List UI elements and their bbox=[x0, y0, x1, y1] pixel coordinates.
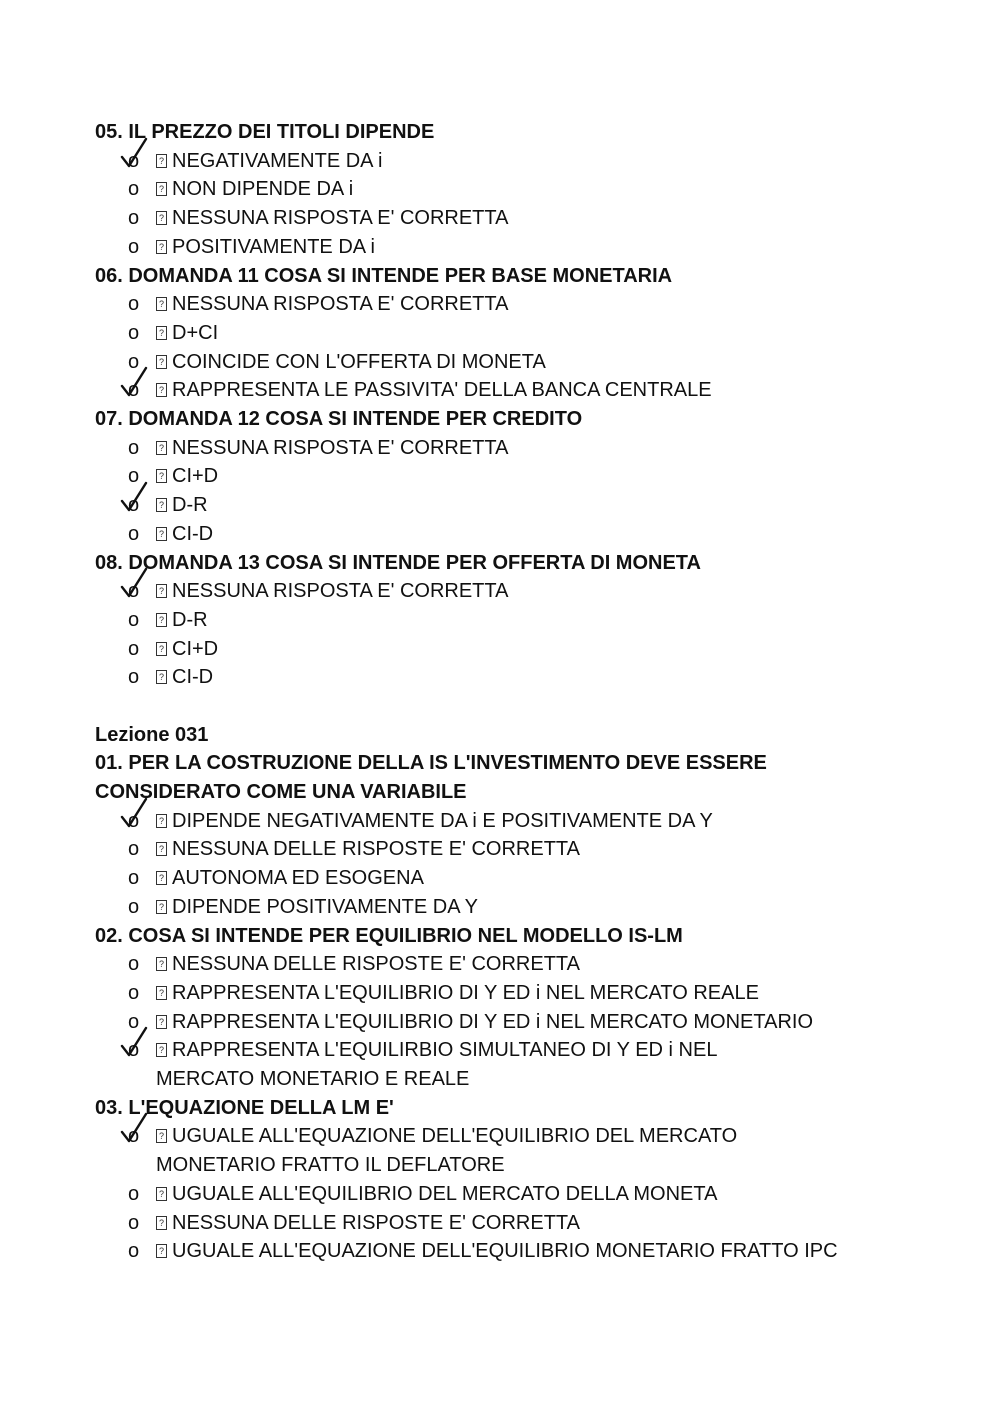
bullet: o bbox=[128, 580, 140, 603]
answer-option bbox=[95, 864, 915, 893]
answer-option bbox=[95, 606, 915, 635]
bullet: o bbox=[128, 809, 140, 832]
checkmark-icon bbox=[119, 1024, 149, 1058]
option-text: D+CI bbox=[172, 321, 219, 344]
missing-glyph-box-icon bbox=[156, 670, 167, 684]
question-heading: 06. DOMANDA 11 COSA SI INTENDE PER BASE MONETARIA bbox=[95, 264, 673, 287]
option-text: COINCIDE CON L'OFFERTA DI MONETA bbox=[172, 350, 546, 373]
question-heading: 07. DOMANDA 12 COSA SI INTENDE PER CREDITO bbox=[95, 408, 583, 430]
missing-glyph-box-icon bbox=[156, 1043, 167, 1057]
bullet: o bbox=[128, 207, 140, 230]
missing-glyph-box-icon bbox=[156, 871, 167, 885]
missing-glyph-box-icon bbox=[156, 957, 167, 971]
answer-option bbox=[95, 233, 915, 262]
missing-glyph-box-icon bbox=[156, 383, 167, 397]
bullet: o bbox=[128, 838, 140, 861]
option-text: NON DIPENDE DA i bbox=[172, 178, 354, 201]
question-heading: 02. COSA SI INTENDE PER EQUILIBRIO NEL MODELLO IS-LM bbox=[95, 924, 683, 947]
option-text: NESSUNA RISPOSTA E' CORRETTA bbox=[172, 207, 509, 230]
checkmark-icon bbox=[119, 795, 149, 829]
checkmark-icon bbox=[119, 1110, 149, 1144]
missing-glyph-box-icon bbox=[156, 154, 167, 168]
answer-option bbox=[95, 491, 915, 520]
bullet: o bbox=[128, 522, 140, 545]
missing-glyph-box-icon bbox=[156, 584, 167, 598]
option-text: UGUALE ALL'EQUAZIONE DELL'EQUILIBRIO DEL MERCATO MONETARIO FRATTO IL DEFLATORE bbox=[156, 1125, 738, 1177]
spacer bbox=[95, 692, 915, 721]
missing-glyph-box-icon bbox=[156, 441, 167, 455]
checkmark-icon bbox=[119, 364, 149, 398]
question-heading: 01. PER LA COSTRUZIONE DELLA IS L'INVESTIMENTO DEVE ESSERE CONSIDERATO COME UNA VARIABILE bbox=[95, 752, 767, 804]
option-text: NESSUNA RISPOSTA E' CORRETTA bbox=[172, 293, 509, 316]
bullet: o bbox=[128, 981, 140, 1004]
question-heading: 05. IL PREZZO DEI TITOLI DIPENDE bbox=[95, 121, 435, 143]
missing-glyph-box-icon bbox=[156, 297, 167, 311]
missing-glyph-box-icon bbox=[156, 1129, 167, 1143]
answer-option bbox=[95, 1008, 915, 1037]
answer-option bbox=[95, 1180, 915, 1209]
bullet: o bbox=[128, 293, 140, 316]
option-text: DIPENDE NEGATIVAMENTE DA i E POSITIVAMENTE DA Y bbox=[172, 809, 713, 832]
missing-glyph-box-icon bbox=[156, 326, 167, 340]
bullet: o bbox=[128, 235, 140, 258]
bullet: o bbox=[128, 867, 140, 890]
option-text: NESSUNA DELLE RISPOSTE E' CORRETTA bbox=[172, 953, 580, 976]
missing-glyph-box-icon bbox=[156, 527, 167, 541]
answer-option bbox=[95, 434, 915, 463]
bullet: o bbox=[128, 1240, 140, 1263]
missing-glyph-box-icon bbox=[156, 211, 167, 225]
answer-option bbox=[95, 1036, 806, 1093]
answer-option bbox=[95, 147, 915, 176]
bullet: o bbox=[128, 895, 140, 918]
document-page bbox=[95, 118, 915, 1266]
option-text: RAPPRESENTA L'EQUILIBRIO DI Y ED i NEL MERCATO REALE bbox=[172, 981, 759, 1004]
answer-option bbox=[95, 893, 915, 922]
answer-option bbox=[95, 1209, 915, 1238]
option-text: CI+D bbox=[172, 637, 219, 660]
checkmark-icon bbox=[119, 135, 149, 169]
answer-option bbox=[95, 635, 915, 664]
answer-option bbox=[95, 348, 915, 377]
missing-glyph-box-icon bbox=[156, 355, 167, 369]
missing-glyph-box-icon bbox=[156, 469, 167, 483]
bullet: o bbox=[128, 1010, 140, 1033]
checkmark-icon bbox=[119, 565, 149, 599]
option-text: RAPPRESENTA L'EQUILIBRIO DI Y ED i NEL MERCATO MONETARIO bbox=[172, 1010, 813, 1033]
missing-glyph-box-icon bbox=[156, 842, 167, 856]
answer-option bbox=[95, 807, 915, 836]
option-text: NESSUNA DELLE RISPOSTE E' CORRETTA bbox=[172, 838, 580, 861]
missing-glyph-box-icon bbox=[156, 182, 167, 196]
bullet: o bbox=[128, 1211, 140, 1234]
option-text: NESSUNA RISPOSTA E' CORRETTA bbox=[172, 580, 509, 603]
answer-option bbox=[95, 520, 915, 549]
bullet: o bbox=[128, 436, 140, 459]
answer-option bbox=[95, 175, 915, 204]
lesson-heading: Lezione 031 bbox=[95, 723, 209, 746]
bullet: o bbox=[128, 1125, 140, 1148]
missing-glyph-box-icon bbox=[156, 642, 167, 656]
bullet: o bbox=[128, 494, 140, 517]
checkmark-icon bbox=[119, 479, 149, 513]
option-text: NESSUNA RISPOSTA E' CORRETTA bbox=[172, 436, 509, 459]
answer-option bbox=[95, 1122, 856, 1179]
missing-glyph-box-icon bbox=[156, 1015, 167, 1029]
answer-option bbox=[95, 290, 915, 319]
option-text: CI+D bbox=[172, 465, 219, 488]
bullet: o bbox=[128, 1182, 140, 1205]
answer-option bbox=[95, 462, 915, 491]
question-heading: 03. L'EQUAZIONE DELLA LM E' bbox=[95, 1096, 394, 1119]
option-text: UGUALE ALL'EQUAZIONE DELL'EQUILIBRIO MONETARIO FRATTO IPC bbox=[172, 1240, 838, 1263]
missing-glyph-box-icon bbox=[156, 1244, 167, 1258]
missing-glyph-box-icon bbox=[156, 240, 167, 254]
option-text: POSITIVAMENTE DA i bbox=[172, 235, 375, 258]
bullet: o bbox=[128, 666, 140, 689]
option-text: D-R bbox=[172, 608, 208, 631]
bullet: o bbox=[128, 608, 140, 631]
question-heading: 08. DOMANDA 13 COSA SI INTENDE PER OFFERTA DI MONETA bbox=[95, 551, 701, 574]
answer-option bbox=[95, 1237, 915, 1266]
missing-glyph-box-icon bbox=[156, 498, 167, 512]
bullet: o bbox=[128, 379, 140, 402]
answer-option bbox=[95, 319, 915, 348]
answer-option bbox=[95, 835, 915, 864]
bullet: o bbox=[128, 637, 140, 660]
option-text: AUTONOMA ED ESOGENA bbox=[172, 867, 424, 890]
bullet: o bbox=[128, 321, 140, 344]
bullet: o bbox=[128, 465, 140, 488]
option-text: NESSUNA DELLE RISPOSTE E' CORRETTA bbox=[172, 1211, 580, 1234]
bullet: o bbox=[128, 149, 140, 172]
missing-glyph-box-icon bbox=[156, 613, 167, 627]
option-text: DIPENDE POSITIVAMENTE DA Y bbox=[172, 895, 478, 918]
missing-glyph-box-icon bbox=[156, 1187, 167, 1201]
option-text: CI-D bbox=[172, 666, 214, 689]
missing-glyph-box-icon bbox=[156, 986, 167, 1000]
answer-option bbox=[95, 577, 915, 606]
option-text: RAPPRESENTA LE PASSIVITA' DELLA BANCA CENTRALE bbox=[172, 379, 712, 402]
answer-option bbox=[95, 663, 915, 692]
bullet: o bbox=[128, 178, 140, 201]
option-text: CI-D bbox=[172, 522, 214, 545]
option-text: RAPPRESENTA L'EQUILIRBIO SIMULTANEO DI Y ED i NEL MERCATO MONETARIO E REALE bbox=[156, 1039, 717, 1091]
option-text: UGUALE ALL'EQUILIBRIO DEL MERCATO DELLA MONETA bbox=[172, 1182, 718, 1205]
bullet: o bbox=[128, 350, 140, 373]
missing-glyph-box-icon bbox=[156, 1216, 167, 1230]
bullet: o bbox=[128, 953, 140, 976]
option-text: D-R bbox=[172, 494, 208, 517]
missing-glyph-box-icon bbox=[156, 814, 167, 828]
bullet: o bbox=[128, 1039, 140, 1062]
option-text: NEGATIVAMENTE DA i bbox=[172, 149, 383, 172]
answer-option bbox=[95, 950, 915, 979]
answer-option bbox=[95, 376, 915, 405]
answer-option bbox=[95, 204, 915, 233]
missing-glyph-box-icon bbox=[156, 900, 167, 914]
answer-option bbox=[95, 979, 915, 1008]
